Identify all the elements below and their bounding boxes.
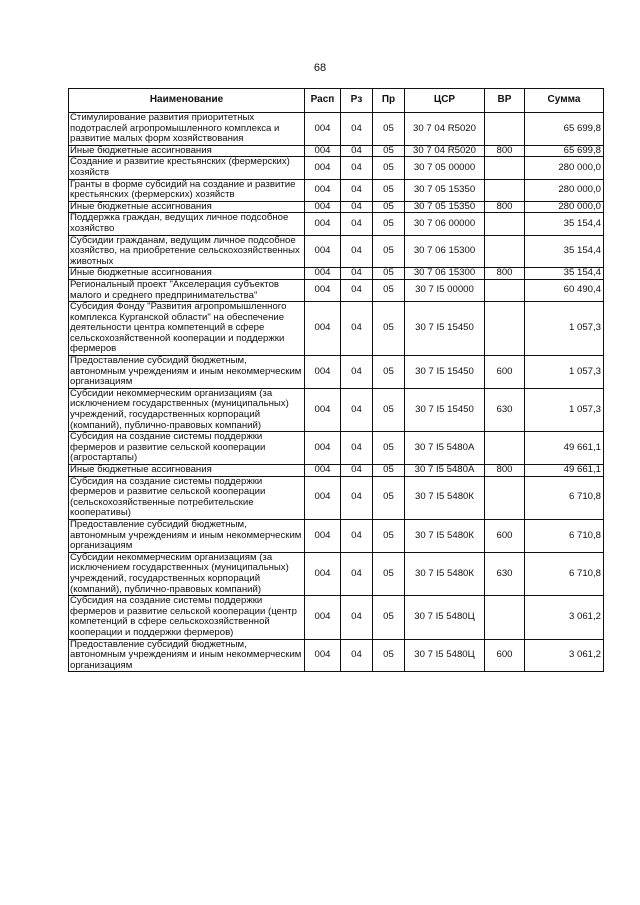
cell-sum: 60 490,4 <box>525 279 604 301</box>
cell-rasp: 004 <box>305 201 341 213</box>
table-row <box>69 235 604 268</box>
cell-sum: 35 154,4 <box>525 235 604 268</box>
cell-csr: 30 7 I5 5480К <box>405 552 485 595</box>
cell-pr: 05 <box>373 465 405 477</box>
cell-rz: 04 <box>341 157 373 179</box>
cell-name: Предоставление субсидий бюджетным, автономным учреждениям и иным некоммерческим организациям <box>69 639 305 672</box>
cell-vr <box>485 596 525 639</box>
cell-pr: 05 <box>373 552 405 595</box>
cell-vr: 600 <box>485 356 525 389</box>
table-row <box>69 596 604 639</box>
cell-sum: 280 000,0 <box>525 179 604 201</box>
cell-sum: 280 000,0 <box>525 157 604 179</box>
table-row <box>69 302 604 356</box>
cell-rz: 04 <box>341 639 373 672</box>
cell-vr <box>485 302 525 356</box>
cell-pr: 05 <box>373 356 405 389</box>
cell-pr: 05 <box>373 432 405 465</box>
cell-pr: 05 <box>373 201 405 213</box>
cell-rz: 04 <box>341 235 373 268</box>
cell-rz: 04 <box>341 279 373 301</box>
cell-vr <box>485 476 525 519</box>
cell-pr: 05 <box>373 235 405 268</box>
cell-rasp: 004 <box>305 235 341 268</box>
table-row <box>69 157 604 179</box>
cell-sum: 49 661,1 <box>525 432 604 465</box>
cell-rasp: 004 <box>305 356 341 389</box>
table-row <box>69 356 604 389</box>
cell-rz: 04 <box>341 113 373 146</box>
cell-rasp: 004 <box>305 465 341 477</box>
header-pr: Пр <box>373 89 405 113</box>
cell-pr: 05 <box>373 113 405 146</box>
cell-rasp: 004 <box>305 596 341 639</box>
cell-pr: 05 <box>373 519 405 552</box>
cell-name: Предоставление субсидий бюджетным, автономным учреждениям и иным некоммерческим организациям <box>69 519 305 552</box>
cell-pr: 05 <box>373 476 405 519</box>
header-rz: Рз <box>341 89 373 113</box>
table-row <box>69 476 604 519</box>
cell-csr: 30 7 04 R5020 <box>405 113 485 146</box>
cell-csr: 30 7 I5 00000 <box>405 279 485 301</box>
table-row <box>69 465 604 477</box>
cell-rz: 04 <box>341 302 373 356</box>
cell-vr <box>485 432 525 465</box>
cell-rz: 04 <box>341 179 373 201</box>
header-name: Наименование <box>69 89 305 113</box>
cell-rz: 04 <box>341 145 373 157</box>
header-csr: ЦСР <box>405 89 485 113</box>
cell-rz: 04 <box>341 356 373 389</box>
cell-sum: 6 710,8 <box>525 519 604 552</box>
cell-sum: 65 699,8 <box>525 145 604 157</box>
cell-vr <box>485 279 525 301</box>
table-body <box>69 113 604 672</box>
cell-vr <box>485 213 525 235</box>
cell-name: Гранты в форме субсидий на создание и развитие крестьянских (фермерских) хозяйств <box>69 179 305 201</box>
table-row <box>69 268 604 280</box>
cell-rz: 04 <box>341 596 373 639</box>
table-row <box>69 388 604 431</box>
cell-rasp: 004 <box>305 113 341 146</box>
cell-rasp: 004 <box>305 157 341 179</box>
cell-name: Иные бюджетные ассигнования <box>69 201 305 213</box>
cell-pr: 05 <box>373 388 405 431</box>
cell-sum: 35 154,4 <box>525 213 604 235</box>
header-sum: Сумма <box>525 89 604 113</box>
cell-rz: 04 <box>341 268 373 280</box>
budget-table <box>68 88 604 672</box>
cell-rz: 04 <box>341 552 373 595</box>
cell-name: Создание и развитие крестьянских (фермерских) хозяйств <box>69 157 305 179</box>
cell-vr <box>485 157 525 179</box>
cell-vr: 800 <box>485 201 525 213</box>
cell-csr: 30 7 I5 5480К <box>405 476 485 519</box>
cell-rasp: 004 <box>305 552 341 595</box>
cell-rasp: 004 <box>305 279 341 301</box>
cell-pr: 05 <box>373 639 405 672</box>
cell-sum: 1 057,3 <box>525 388 604 431</box>
cell-rasp: 004 <box>305 213 341 235</box>
cell-rz: 04 <box>341 432 373 465</box>
table-row <box>69 279 604 301</box>
cell-name: Субсидия Фонду "Развития агропромышленного комплекса Курганской области" на обеспечение деятельности центра компетенций в сфере сельскохозяйственной кооперации и поддержки фермеров <box>69 302 305 356</box>
cell-pr: 05 <box>373 596 405 639</box>
cell-vr: 600 <box>485 639 525 672</box>
cell-pr: 05 <box>373 179 405 201</box>
cell-csr: 30 7 05 00000 <box>405 157 485 179</box>
table-row <box>69 145 604 157</box>
cell-vr: 800 <box>485 145 525 157</box>
page-number: 68 <box>313 62 327 74</box>
cell-rz: 04 <box>341 476 373 519</box>
cell-pr: 05 <box>373 268 405 280</box>
cell-pr: 05 <box>373 157 405 179</box>
cell-csr: 30 7 06 15300 <box>405 235 485 268</box>
header-row <box>69 89 604 113</box>
cell-name: Субсидия на создание системы поддержки фермеров и развитие сельской кооперации (сельскохозяйственные потребительские кооперативы) <box>69 476 305 519</box>
cell-name: Субсидия на создание системы поддержки фермеров и развитие сельской кооперации (агростартапы) <box>69 432 305 465</box>
cell-rasp: 004 <box>305 388 341 431</box>
cell-sum: 6 710,8 <box>525 552 604 595</box>
cell-csr: 30 7 04 R5020 <box>405 145 485 157</box>
cell-csr: 30 7 I5 15450 <box>405 356 485 389</box>
cell-name: Субсидии некоммерческим организациям (за исключением государственных (муниципальных) учреждений, государственных корпораций (компаний), публично-правовых компаний) <box>69 552 305 595</box>
cell-csr: 30 7 05 15350 <box>405 201 485 213</box>
cell-vr <box>485 113 525 146</box>
cell-name: Иные бюджетные ассигнования <box>69 145 305 157</box>
cell-rasp: 004 <box>305 476 341 519</box>
cell-vr <box>485 179 525 201</box>
table-row <box>69 213 604 235</box>
cell-csr: 30 7 06 15300 <box>405 268 485 280</box>
cell-rz: 04 <box>341 519 373 552</box>
cell-vr: 630 <box>485 552 525 595</box>
cell-rasp: 004 <box>305 145 341 157</box>
table-row <box>69 552 604 595</box>
table-row <box>69 432 604 465</box>
table-row <box>69 639 604 672</box>
header-rasp: Расп <box>305 89 341 113</box>
table-row <box>69 201 604 213</box>
cell-sum: 65 699,8 <box>525 113 604 146</box>
cell-rasp: 004 <box>305 639 341 672</box>
cell-vr: 600 <box>485 519 525 552</box>
cell-sum: 3 061,2 <box>525 596 604 639</box>
cell-csr: 30 7 I5 5480Ц <box>405 596 485 639</box>
cell-sum: 49 661,1 <box>525 465 604 477</box>
cell-csr: 30 7 I5 15450 <box>405 302 485 356</box>
table-row <box>69 519 604 552</box>
cell-sum: 280 000,0 <box>525 201 604 213</box>
cell-vr: 800 <box>485 465 525 477</box>
cell-rz: 04 <box>341 465 373 477</box>
cell-vr: 800 <box>485 268 525 280</box>
table-header <box>69 89 604 113</box>
cell-rasp: 004 <box>305 432 341 465</box>
cell-name: Региональный проект "Акселерация субъектов малого и среднего предпринимательства" <box>69 279 305 301</box>
cell-sum: 1 057,3 <box>525 302 604 356</box>
cell-name: Субсидии некоммерческим организациям (за исключением государственных (муниципальных) учреждений, государственных корпораций (компаний), публично-правовых компаний) <box>69 388 305 431</box>
cell-name: Субсидии гражданам, ведущим личное подсобное хозяйство, на приобретение сельскохозяйственных животных <box>69 235 305 268</box>
cell-rz: 04 <box>341 213 373 235</box>
cell-sum: 1 057,3 <box>525 356 604 389</box>
cell-csr: 30 7 I5 5480К <box>405 519 485 552</box>
cell-rasp: 004 <box>305 302 341 356</box>
cell-name: Иные бюджетные ассигнования <box>69 465 305 477</box>
cell-name: Поддержка граждан, ведущих личное подсобное хозяйство <box>69 213 305 235</box>
cell-sum: 3 061,2 <box>525 639 604 672</box>
cell-csr: 30 7 I5 5480Ц <box>405 639 485 672</box>
cell-pr: 05 <box>373 213 405 235</box>
cell-csr: 30 7 I5 5480A <box>405 465 485 477</box>
cell-rasp: 004 <box>305 179 341 201</box>
cell-rz: 04 <box>341 201 373 213</box>
cell-vr <box>485 235 525 268</box>
header-vr: ВР <box>485 89 525 113</box>
cell-name: Иные бюджетные ассигнования <box>69 268 305 280</box>
cell-rasp: 004 <box>305 268 341 280</box>
cell-sum: 35 154,4 <box>525 268 604 280</box>
cell-rasp: 004 <box>305 519 341 552</box>
cell-csr: 30 7 I5 5480A <box>405 432 485 465</box>
cell-pr: 05 <box>373 279 405 301</box>
cell-vr: 630 <box>485 388 525 431</box>
cell-csr: 30 7 06 00000 <box>405 213 485 235</box>
cell-name: Субсидия на создание системы поддержки фермеров и развитие сельской кооперации (центр компетенций в сфере сельскохозяйственной кооперации и поддержки фермеров) <box>69 596 305 639</box>
cell-csr: 30 7 I5 15450 <box>405 388 485 431</box>
cell-pr: 05 <box>373 145 405 157</box>
cell-sum: 6 710,8 <box>525 476 604 519</box>
cell-name: Стимулирование развития приоритетных подотраслей агропромышленного комплекса и развитие малых форм хозяйствования <box>69 113 305 146</box>
cell-rz: 04 <box>341 388 373 431</box>
table-row <box>69 179 604 201</box>
cell-name: Предоставление субсидий бюджетным, автономным учреждениям и иным некоммерческим организациям <box>69 356 305 389</box>
cell-pr: 05 <box>373 302 405 356</box>
cell-csr: 30 7 05 15350 <box>405 179 485 201</box>
table-row <box>69 113 604 146</box>
